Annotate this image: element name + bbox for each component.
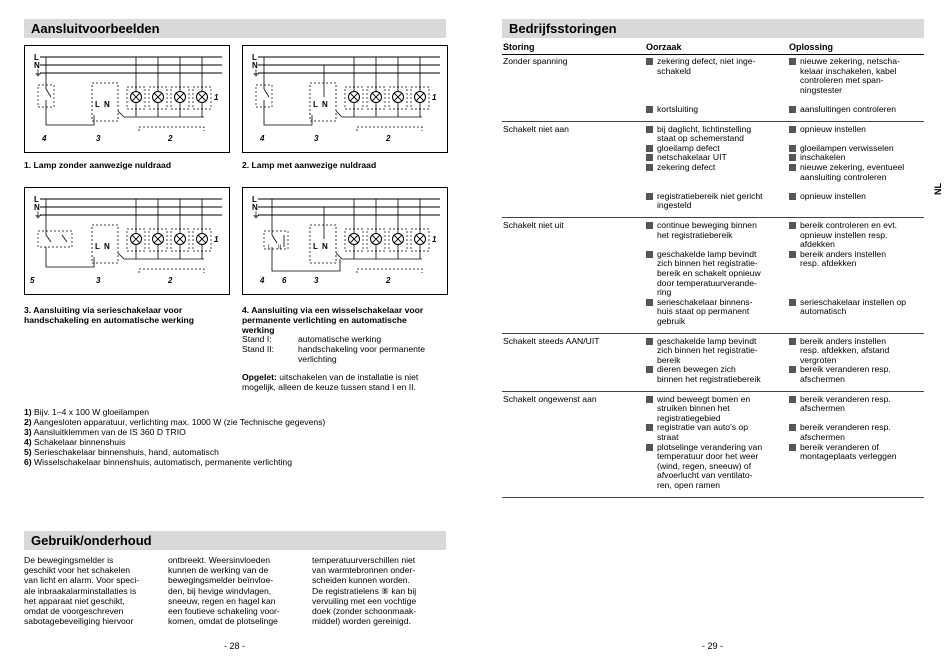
oorzaak-item	[646, 125, 786, 144]
ref-1: 1	[214, 93, 219, 102]
table-row-rule	[502, 497, 924, 498]
ref-3: 3	[314, 134, 319, 143]
supply-label: ⏚	[34, 211, 42, 220]
oorzaak-line: continue beweging binnen	[657, 220, 757, 230]
oplossing-line: afschermen	[800, 373, 845, 384]
terminal-N: N	[104, 100, 110, 109]
footnote-2: 2) Aangesloten apparatuur, verlichting max. 1000 W (zie Technische gegevens)	[24, 417, 326, 427]
oplossing-line: aansluiting controleren	[800, 171, 887, 182]
oorzaak-item	[646, 221, 786, 240]
oplossing-line: bereik veranderen resp.	[800, 393, 891, 404]
oorzaak-item	[646, 192, 786, 211]
caption-4	[242, 305, 423, 335]
opgelet-note	[242, 372, 452, 392]
oplossing-cell	[789, 221, 929, 250]
oplossing-line: afschermen	[800, 403, 845, 414]
oplossing-line: montageplaats verleggen	[800, 451, 897, 462]
stand-2-text-cont: verlichting	[298, 354, 337, 364]
caption-2: 2. Lamp met aanwezige nuldraad	[242, 160, 377, 170]
page-number-left: - 28 -	[224, 641, 246, 651]
oorzaak-line: struiken binnen het	[657, 403, 730, 414]
oplossing-cell	[789, 192, 929, 202]
usage-line: den, bij hevige windvlagen,	[168, 585, 272, 596]
usage-line: scheiden kunnen worden.	[312, 575, 410, 586]
table-header-rule	[502, 54, 924, 55]
stand-1-label: Stand I:	[242, 334, 272, 344]
opgelet-label: Opgelet:	[242, 372, 277, 382]
terminal-L: L	[313, 242, 318, 251]
section-header-bedrijfsstoringen: Bedrijfsstoringen	[502, 19, 924, 38]
oorzaak-item	[646, 57, 786, 76]
oplossing-line: afdekken	[800, 239, 835, 250]
usage-line: geschikt voor het schakelen	[24, 565, 131, 576]
oorzaak-cell	[646, 365, 786, 384]
oplossing-line: aansluitingen controleren	[800, 104, 897, 114]
oorzaak-line: schakeld	[657, 65, 691, 76]
footnote-6: 6) Wisselschakelaar binnenshuis, automatisch, permanente verlichting	[24, 457, 292, 467]
pos-I: I	[268, 245, 270, 251]
language-tab-nl: NL	[933, 183, 943, 195]
oorzaak-line: registratie van auto's op	[657, 422, 748, 433]
oplossing-line: nieuwe zekering, netscha-	[800, 56, 900, 66]
ref-4: 4	[260, 134, 265, 143]
usage-line: ale inbraakalarminstallaties is	[24, 585, 137, 596]
usage-text-col-1	[24, 555, 164, 626]
footnotes	[24, 407, 325, 467]
usage-line: van warmtebronnen onder-	[312, 565, 416, 576]
oorzaak-cell	[646, 57, 786, 76]
oplossing-line: resp. afdekken, afstand	[800, 345, 890, 356]
oorzaak-line: temperatuur door het weer	[657, 451, 759, 462]
usage-line: vervuiling met een vochtige	[312, 595, 417, 606]
oplossing-line: bereik anders instellen	[800, 335, 886, 346]
usage-text-col-3	[312, 555, 452, 626]
oorzaak-item	[646, 395, 786, 424]
oorzaak-line: ingesteld	[657, 200, 692, 211]
oorzaak-cell	[646, 105, 786, 115]
column-header-storing: Storing	[503, 42, 535, 52]
oorzaak-line: zekering defect, niet inge-	[657, 56, 756, 66]
oorzaak-line: kortsluiting	[657, 104, 699, 114]
oorzaak-line: netschakelaar UIT	[657, 152, 727, 163]
oorzaak-line: zekering defect	[657, 162, 716, 172]
usage-line: sabotagebeveiliging hiervoor	[24, 616, 134, 627]
oplossing-item	[789, 395, 929, 414]
oplossing-item	[789, 337, 929, 366]
caption-3	[24, 305, 194, 325]
oorzaak-line: afvoerlucht van ventilato-	[657, 470, 753, 481]
column-header-oorzaak: Oorzaak	[646, 42, 682, 52]
oplossing-item	[789, 57, 929, 95]
section-header-gebruik-onderhoud: Gebruik/onderhoud	[24, 531, 446, 550]
ref-4: 4	[260, 276, 265, 285]
usage-line: ontbreekt. Weersinvloeden	[168, 555, 271, 565]
usage-line: sneeuw, regen en hagel kan	[168, 595, 276, 606]
storing-cell: Schakelt steeds AAN/UIT	[503, 335, 600, 346]
usage-text-col-2	[168, 555, 308, 626]
caption-4-line-1: 4. Aansluiting via een wisselschakelaar voor	[242, 305, 424, 315]
oplossing-line: opnieuw instellen	[800, 123, 866, 134]
oplossing-line: bereik anders instellen	[800, 248, 886, 259]
oplossing-cell	[789, 337, 929, 366]
oorzaak-cell	[646, 337, 786, 366]
footnote-4: 4) Schakelaar binnenshuis	[24, 437, 126, 447]
supply-label: L	[252, 195, 257, 204]
oplossing-line: bereik veranderen of	[800, 441, 879, 452]
usage-line: van licht en alarm. Voor speci-	[24, 575, 140, 586]
ref-2: 2	[386, 276, 391, 285]
oorzaak-line: serieschakelaar binnens-	[657, 296, 753, 307]
usage-line: omdat de voorgeschreven	[24, 606, 124, 617]
oplossing-item	[789, 221, 929, 250]
oorzaak-cell	[646, 221, 786, 240]
oorzaak-line: bereik en schakelt opnieuw	[657, 267, 761, 278]
oorzaak-line: zich binnen het registratie-	[657, 345, 758, 356]
oorzaak-item	[646, 423, 786, 442]
terminal-L: L	[95, 242, 100, 251]
oorzaak-cell	[646, 163, 786, 173]
oplossing-line: bereik controleren en evt.	[800, 220, 897, 230]
supply-label: N	[34, 61, 40, 70]
oorzaak-line: registratiebereik niet gericht	[657, 190, 763, 201]
wiring-diagram-3	[24, 187, 230, 295]
caption-4-line-2: permanente verlichting en automatische	[242, 315, 407, 325]
oplossing-line: bereik veranderen resp.	[800, 422, 891, 433]
stand-2-text: handschakeling voor permanente	[298, 344, 426, 354]
footnote-5: 5) Serieschakelaar binnenshuis, hand, automatisch	[24, 447, 219, 457]
usage-line: temperatuurverschillen niet	[312, 555, 416, 565]
table-row-rule	[502, 333, 924, 334]
oorzaak-line: binnen het registratiebereik	[657, 373, 761, 384]
supply-label: ⏚	[252, 211, 260, 220]
oorzaak-line: zich binnen het registratie-	[657, 258, 758, 269]
oorzaak-item	[646, 250, 786, 298]
ref-3: 3	[96, 134, 101, 143]
oorzaak-line: dieren bewegen zich	[657, 364, 736, 375]
storing-cell: Zonder spanning	[503, 56, 568, 66]
terminal-N: N	[322, 100, 328, 109]
wiring-diagram-2	[242, 45, 448, 153]
storing-cell: Schakelt niet aan	[503, 123, 569, 134]
oorzaak-item	[646, 105, 786, 115]
ref-3: 3	[314, 276, 319, 285]
usage-line: het apparaat niet geschikt,	[24, 595, 125, 606]
oplossing-item	[789, 423, 929, 442]
ref-1: 1	[432, 235, 437, 244]
oplossing-line: opnieuw instellen resp.	[800, 229, 888, 240]
supply-label: N	[252, 203, 258, 212]
oplossing-cell	[789, 395, 929, 414]
oplossing-cell	[789, 105, 929, 115]
oorzaak-item	[646, 337, 786, 366]
ref-5: 5	[30, 276, 35, 285]
terminal-N: N	[322, 242, 328, 251]
storing-cell: Schakelt niet uit	[503, 220, 564, 230]
oplossing-line: gloeilampen verwisselen	[800, 142, 894, 153]
table-row-rule	[502, 121, 924, 122]
oplossing-cell	[789, 298, 929, 317]
ref-1: 1	[432, 93, 437, 102]
oplossing-line: serieschakelaar instellen op	[800, 296, 907, 307]
oorzaak-line: wind beweegt bomen en	[657, 393, 751, 404]
oplossing-item	[789, 163, 929, 182]
footnote-1: 1) Bijv. 1–4 x 100 W gloeilampen	[24, 407, 150, 417]
oorzaak-line: registratiegebied	[657, 412, 721, 423]
usage-line: komen, omdat de plotselinge	[168, 616, 278, 627]
oorzaak-line: (wind, regen, sneeuw) of	[657, 460, 752, 471]
column-header-oplossing: Oplossing	[789, 42, 834, 52]
footnote-3: 3) Aansluitklemmen van de IS 360 D TRIO	[24, 427, 186, 437]
usage-line: een foutieve schakeling voor-	[168, 606, 280, 617]
oorzaak-item	[646, 365, 786, 384]
supply-label: N	[252, 61, 258, 70]
usage-line: doek (zonder schoonmaak-	[312, 606, 417, 617]
ref-2: 2	[386, 134, 391, 143]
page-number-right: - 29 -	[702, 641, 724, 651]
oorzaak-line: plotselinge verandering van	[657, 441, 763, 452]
usage-line: middel) worden gereinigd.	[312, 616, 411, 627]
oorzaak-line: bij daglicht, lichtinstelling	[657, 123, 752, 134]
oorzaak-cell	[646, 423, 786, 442]
supply-label: L	[34, 195, 39, 204]
table-row-rule	[502, 217, 924, 218]
oplossing-cell	[789, 443, 929, 462]
oorzaak-item	[646, 163, 786, 173]
oplossing-item	[789, 365, 929, 384]
oorzaak-cell	[646, 125, 786, 144]
oplossing-line: automatisch	[800, 306, 847, 317]
oorzaak-cell	[646, 443, 786, 491]
ref-3: 3	[96, 276, 101, 285]
terminal-L: L	[313, 100, 318, 109]
stand-list	[242, 334, 452, 364]
oplossing-line: ningstester	[800, 84, 843, 95]
oorzaak-line: geschakelde lamp bevindt	[657, 248, 757, 259]
wiring-diagram-4	[242, 187, 448, 295]
oorzaak-cell	[646, 250, 786, 298]
oplossing-item	[789, 250, 929, 269]
supply-label: ⏚	[34, 69, 42, 78]
pos-II: II	[278, 245, 282, 251]
opgelet-text-cont: mogelijk, alleen de keuze tussen stand I en II.	[242, 382, 416, 392]
oorzaak-item	[646, 298, 786, 327]
table-row-rule	[502, 391, 924, 392]
oorzaak-line: bereik	[657, 354, 681, 365]
oorzaak-line: het registratiebereik	[657, 229, 733, 240]
oplossing-cell	[789, 163, 929, 182]
oorzaak-line: gebruik	[657, 315, 686, 326]
stand-2-label: Stand II:	[242, 344, 275, 354]
oorzaak-line: geschakelde lamp bevindt	[657, 335, 757, 346]
oplossing-item	[789, 443, 929, 462]
caption-3-line-2: handschakeling en automatische werking	[24, 315, 195, 325]
oplossing-item	[789, 192, 929, 202]
caption-1: 1. Lamp zonder aanwezige nuldraad	[24, 160, 172, 170]
supply-label: L	[252, 53, 257, 62]
stand-1-text: automatische werking	[298, 334, 382, 344]
oorzaak-line: ring	[657, 287, 672, 298]
oplossing-item	[789, 125, 929, 135]
oplossing-cell	[789, 125, 929, 135]
oplossing-cell	[789, 423, 929, 442]
supply-label: N	[34, 203, 40, 212]
oorzaak-line: ren, open ramen	[657, 479, 721, 490]
usage-line: De bewegingsmelder is	[24, 555, 114, 565]
oplossing-line: opnieuw instellen	[800, 190, 866, 201]
oplossing-cell	[789, 57, 929, 95]
ref-6: 6	[282, 276, 287, 285]
oplossing-line: nieuwe zekering, eventueel	[800, 162, 905, 172]
supply-label: L	[34, 53, 39, 62]
oplossing-item	[789, 298, 929, 317]
oorzaak-line: staat op schemerstand	[657, 133, 744, 144]
caption-3-line-1: 3. Aansluiting via serieschakelaar voor	[24, 305, 183, 315]
oplossing-line: bereik veranderen resp.	[800, 364, 891, 375]
terminal-L: L	[95, 100, 100, 109]
oorzaak-line: huis staat op permanent	[657, 306, 750, 317]
oplossing-line: kelaar inschakelen, kabel	[800, 65, 897, 76]
oorzaak-cell	[646, 192, 786, 211]
caption-4-line-3: werking	[242, 325, 275, 335]
opgelet-text: uitschakelen van de installatie is niet	[276, 372, 419, 382]
oplossing-item	[789, 105, 929, 115]
oplossing-line: afschermen	[800, 431, 845, 442]
oorzaak-item	[646, 443, 786, 491]
ref-1: 1	[214, 235, 219, 244]
usage-line: De registratielens ⑧ kan bij	[312, 585, 417, 596]
section-header-aansluitvoorbeelden: Aansluitvoorbeelden	[24, 19, 446, 38]
terminal-N: N	[104, 242, 110, 251]
oplossing-cell	[789, 250, 929, 269]
oorzaak-cell	[646, 298, 786, 327]
wiring-diagram-1	[24, 45, 230, 153]
storing-cell: Schakelt ongewenst aan	[503, 393, 597, 404]
oorzaak-line: door temperatuurverande-	[657, 277, 757, 288]
oorzaak-cell	[646, 395, 786, 424]
usage-line: bewegingsmelder beïnvloe-	[168, 575, 274, 586]
ref-2: 2	[168, 276, 173, 285]
oplossing-line: vergroten	[800, 354, 837, 365]
supply-label: ⏚	[252, 69, 260, 78]
ref-2: 2	[168, 134, 173, 143]
oorzaak-line: straat	[657, 431, 679, 442]
ref-4: 4	[42, 134, 47, 143]
oplossing-line: resp. afdekken	[800, 258, 857, 269]
oorzaak-line: gloeilamp defect	[657, 142, 720, 153]
oplossing-cell	[789, 365, 929, 384]
usage-line: kunnen de werking van de	[168, 565, 269, 576]
oplossing-line: inschakelen	[800, 152, 846, 163]
oplossing-line: controleren met span-	[800, 75, 884, 86]
